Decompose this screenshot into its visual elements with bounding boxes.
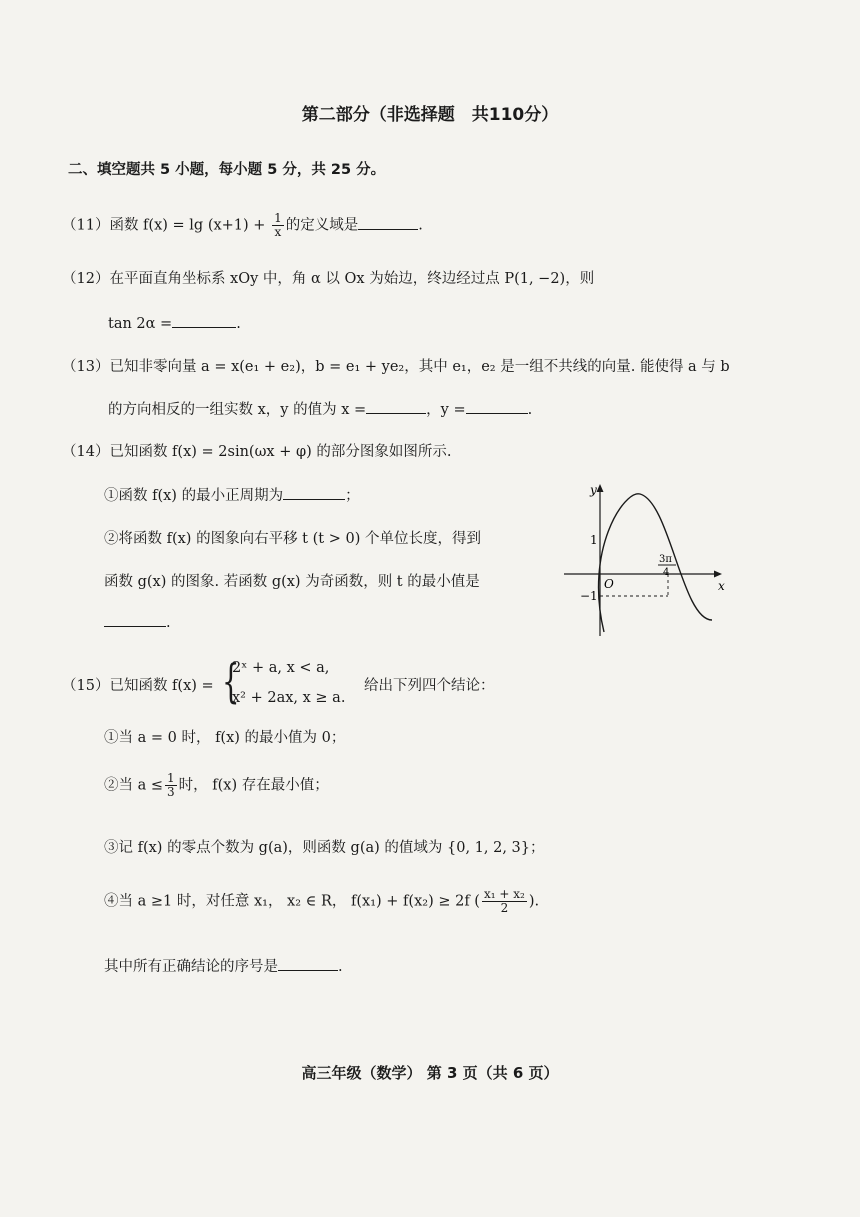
question-15-line-1 xyxy=(62,674,214,695)
x-tick-numerator: 3π xyxy=(659,554,672,565)
answer-blank[interactable] xyxy=(283,485,345,500)
origin-label: O xyxy=(604,577,614,591)
question-11: （11）函数 f(x) = lg (x+1) + $\frac{1}{x}$ 的定义域是 . xyxy=(62,211,423,239)
fraction-numerator: x₁ + x₂ xyxy=(483,887,525,901)
section-heading: 二、填空题共 5 小题，每小题 5 分，共 25 分。 xyxy=(68,162,386,178)
question-12-line-1 xyxy=(62,267,594,288)
x-axis-label: x xyxy=(718,579,725,593)
conclusion-1: ①当 a = 0 时， f(x) 的最小值为 0； xyxy=(104,730,346,746)
answer-blank[interactable] xyxy=(172,313,236,328)
question-text: 的方向相反的一组实数 x，y 的值为 x = xyxy=(108,402,367,418)
answer-blank[interactable] xyxy=(278,956,338,971)
conclusion-text: ②当 a ≤ xyxy=(104,777,164,794)
question-14-sub-2 xyxy=(104,527,481,548)
question-text: 函数 g(x) 的图象. 若函数 g(x) 为奇函数，则 t 的最小值是 xyxy=(104,574,480,590)
fraction xyxy=(482,888,527,915)
y-tick-positive: 1 xyxy=(590,533,598,547)
question-text: tan 2α = xyxy=(108,316,173,332)
question-12-line-2: tan 2α = . xyxy=(108,313,241,332)
question-text: ①函数 f(x) 的最小正周期为 xyxy=(104,488,284,504)
sine-curve xyxy=(599,494,712,632)
answer-blank[interactable] xyxy=(358,215,418,230)
question-14-sub-1 xyxy=(104,484,360,505)
piecewise-case-1: 2ˣ + a, x < a, xyxy=(232,660,330,676)
answer-blank[interactable] xyxy=(104,612,166,627)
question-text: 函数 f(x) = lg (x+1) + xyxy=(109,217,271,234)
conclusion-text: ④当 a ≥1 时，对任意 x₁， x₂ ∈ R， f(x₁) + f(x₂) ≥ 2f ( xyxy=(104,893,480,910)
question-number: （12） xyxy=(62,271,110,287)
fraction xyxy=(272,212,284,239)
fraction xyxy=(165,772,177,799)
x-tick-denominator: 4 xyxy=(663,567,670,578)
question-text: 已知非零向量 a = x(e₁ + e₂)，b = e₁ + ye₂，其中 e₁，e₂ 是一组不共线的向量. 能使得 a 与 b xyxy=(109,359,730,375)
fraction-numerator: 1 xyxy=(274,211,282,225)
question-text: 其中所有正确结论的序号是 xyxy=(104,959,278,975)
fraction-denominator: x xyxy=(274,225,282,239)
question-text: ，y = xyxy=(426,402,466,418)
question-14-line-1 xyxy=(62,440,451,461)
question-13-line-2: 的方向相反的一组实数 x，y 的值为 x = ，y = . xyxy=(108,398,532,419)
conclusion-3: ③记 f(x) 的零点个数为 g(a)，则函数 g(a) 的值域为 {0, 1, 2, 3}； xyxy=(104,840,545,856)
question-13-line-1 xyxy=(62,355,730,376)
fraction-denominator: 3 xyxy=(167,785,175,799)
conclusion-4 xyxy=(104,888,539,915)
fraction-numerator: 1 xyxy=(167,771,175,785)
question-number: （15） xyxy=(62,678,110,694)
question-text: 的定义域是 xyxy=(285,217,359,234)
sine-graph xyxy=(562,480,732,640)
y-tick-negative: −1 xyxy=(580,589,598,603)
piecewise-case-2: x² + 2ax, x ≥ a. xyxy=(232,690,346,706)
question-text: 已知函数 f(x) = xyxy=(109,678,214,694)
question-14-answer-line: . xyxy=(104,612,171,631)
fraction-denominator: 2 xyxy=(500,901,509,915)
part-title: 第二部分（非选择题 共110分） xyxy=(301,105,559,125)
question-text: 给出下列四个结论： xyxy=(364,678,495,694)
question-number: （13） xyxy=(62,359,110,375)
question-number: （11） xyxy=(62,217,110,234)
conclusion-text: ). xyxy=(528,893,540,910)
answer-blank-x[interactable] xyxy=(366,399,426,414)
page-footer: 高三年级（数学） 第 3 页（共 6 页） xyxy=(301,1064,559,1082)
y-axis-label: y xyxy=(590,483,597,497)
answer-blank-y[interactable] xyxy=(466,399,528,414)
final-question-line: 其中所有正确结论的序号是 . xyxy=(104,955,343,976)
piecewise-brace: { xyxy=(222,654,240,708)
question-text: 在平面直角坐标系 xOy 中，角 α 以 Ox 为始边，终边经过点 P(1, −2)，则 xyxy=(109,271,595,287)
conclusion-text: 时， f(x) 存在最小值； xyxy=(178,777,329,794)
question-text: ②将函数 f(x) 的图象向右平移 t (t > 0) 个单位长度，得到 xyxy=(104,531,481,547)
y-axis-arrow xyxy=(597,484,604,492)
question-text: 已知函数 f(x) = 2sin(ωx + φ) 的部分图象如图所示. xyxy=(109,444,452,460)
conclusion-2 xyxy=(104,772,329,799)
question-number: （14） xyxy=(62,444,110,460)
question-14-sub-3 xyxy=(104,570,480,591)
punctuation: ； xyxy=(345,488,360,504)
x-axis-arrow xyxy=(714,571,722,578)
